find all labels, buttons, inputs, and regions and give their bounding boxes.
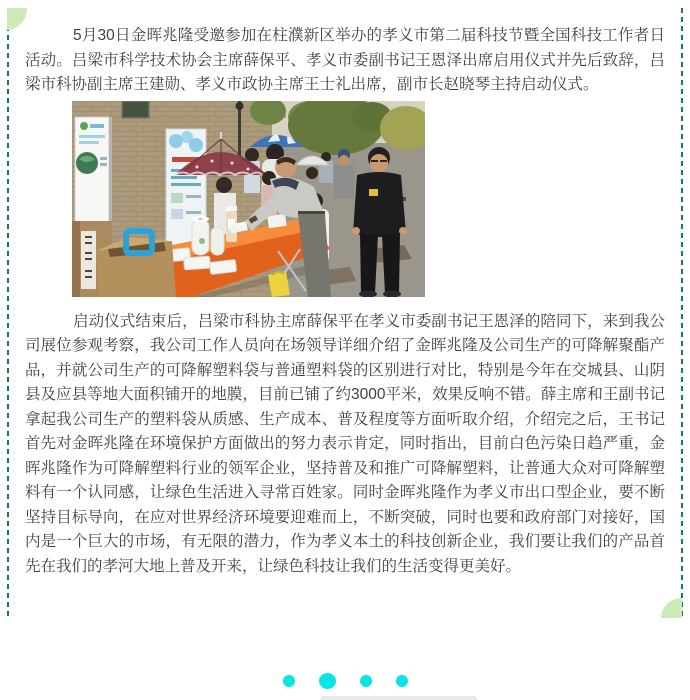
paragraph-1: 5月30日金晖兆隆受邀参加在柱濮新区举办的孝义市第二届科技节暨全国科技工作者日活动。吕梁市科学技术协会主席薛保平、孝义市委副书记王恩泽出席启用仪式并先后致辞，吕梁市科协副主席王建勋、孝义市政协主席王士礼出席，副市长赵晓琴主持启动仪式。: [25, 27, 665, 93]
divider-dot-large: [319, 673, 336, 689]
event-photo[interactable]: [72, 101, 425, 297]
next-section-peek: [320, 696, 478, 700]
divider-dot: [360, 675, 372, 687]
paragraph-2: 启动仪式结束后，吕梁市科协主席薛保平在孝义市委副书记王恩泽的陪同下，来到我公司展位参观考察，我公司工作人员向在场领导详细介绍了金晖兆隆及公司生产的可降解聚酯产品，并就公司生产的可降解塑料袋与普通塑料袋的区别进行对比，特别是今年在交城县、山阴县及应县等地大面积铺开的地膜，目前已铺了约3000平米，效果反响不错。薛主席和王副书记拿起我公司生产的塑料袋从质感、生产成本、普及程度等方面听取介绍，介绍完之后，王书记首先对金晖兆隆在环境保护方面做出的努力表示肯定，同时指出，目前白色污染日趋严重，金晖兆隆作为可降解塑料行业的领军企业，坚持普及和推广可降解塑料，让普通大众对可降解塑料有一个认同感，让绿色生活进入寻常百姓家。同时金晖兆隆作为孝义市出口型企业，要不断坚持目标导向，在应对世界经济环境要迎难而上，不断突破，同时也要和政府部门对接好，国内是一个巨大的市场，有无限的潜力，作为孝义本土的科技创新企业，我们要让我们的产品首先在我们的孝河大地上普及开来，让绿色科技让我们的生活变得更美好。: [25, 312, 666, 575]
divider-dot: [283, 675, 295, 687]
left-dashed-border: [7, 8, 9, 618]
right-dashed-border: [681, 8, 683, 618]
divider-dot: [396, 675, 408, 687]
corner-decoration-top-left: [7, 8, 27, 30]
divider-dots: [0, 672, 690, 690]
corner-decoration-bottom-right: [661, 598, 682, 618]
event-photo-image: [72, 101, 425, 297]
